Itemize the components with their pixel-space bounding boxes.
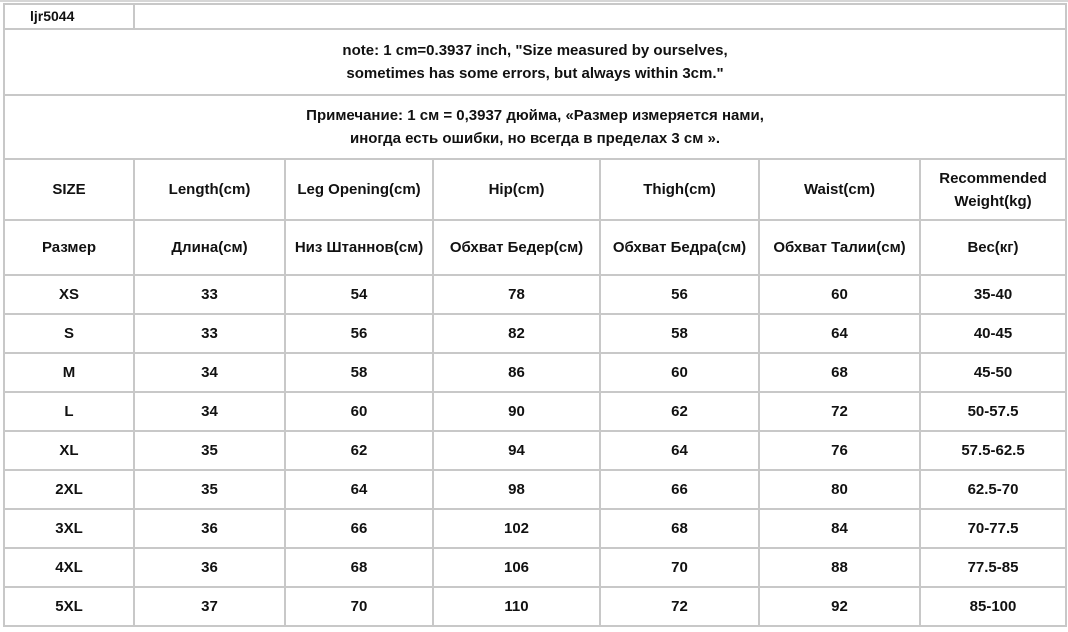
- cell-hip: 90: [433, 392, 600, 431]
- cell-weight: 77.5-85: [920, 548, 1066, 587]
- header-en-leg-opening: Leg Opening(cm): [285, 159, 433, 220]
- code-row-empty-cell: [134, 4, 1066, 29]
- note-ru-line-2: иногда есть ошибки, но всегда в пределах 3 см ».: [349, 130, 721, 147]
- header-en-size: SIZE: [4, 159, 134, 220]
- cell-leg-opening: 60: [285, 392, 433, 431]
- note-ru: [4, 95, 1066, 159]
- cell-size: 4XL: [4, 548, 134, 587]
- cell-leg-opening: 62: [285, 431, 433, 470]
- cell-weight: 62.5-70: [920, 470, 1066, 509]
- table-row: [4, 353, 1066, 392]
- table-row: [4, 470, 1066, 509]
- table-row: [4, 275, 1066, 314]
- cell-leg-opening: 58: [285, 353, 433, 392]
- cell-weight: 35-40: [920, 275, 1066, 314]
- table-row: [4, 431, 1066, 470]
- table-row: [4, 392, 1066, 431]
- cell-hip: 78: [433, 275, 600, 314]
- cell-length: 35: [134, 470, 285, 509]
- cell-size: 2XL: [4, 470, 134, 509]
- header-ru-leg-opening: Низ Штаннов(см): [285, 220, 433, 275]
- cell-hip: 102: [433, 509, 600, 548]
- cell-size: XS: [4, 275, 134, 314]
- cell-length: 34: [134, 353, 285, 392]
- cell-waist: 68: [759, 353, 920, 392]
- cell-leg-opening: 68: [285, 548, 433, 587]
- note-en-line-1: note: 1 cm=0.3937 inch, "Size measured by ourselves,: [342, 42, 728, 59]
- cell-hip: 106: [433, 548, 600, 587]
- cell-length: 35: [134, 431, 285, 470]
- cell-thigh: 58: [600, 314, 759, 353]
- cell-leg-opening: 64: [285, 470, 433, 509]
- cell-size: 5XL: [4, 587, 134, 626]
- cell-waist: 76: [759, 431, 920, 470]
- header-en-hip: Hip(cm): [433, 159, 600, 220]
- header-ru-thigh: Обхват Бедра(см): [600, 220, 759, 275]
- cell-size: L: [4, 392, 134, 431]
- note-ru-line-1: Примечание: 1 см = 0,3937 дюйма, «Размер измеряется нами,: [306, 107, 764, 124]
- cell-length: 33: [134, 275, 285, 314]
- cell-length: 36: [134, 548, 285, 587]
- cell-size: 3XL: [4, 509, 134, 548]
- cell-thigh: 60: [600, 353, 759, 392]
- header-ru-length: Длина(см): [134, 220, 285, 275]
- header-ru-hip: Обхват Бедер(см): [433, 220, 600, 275]
- cell-size: M: [4, 353, 134, 392]
- cell-length: 33: [134, 314, 285, 353]
- note-en: [4, 29, 1066, 95]
- cell-thigh: 62: [600, 392, 759, 431]
- cell-waist: 80: [759, 470, 920, 509]
- cell-waist: 72: [759, 392, 920, 431]
- cell-hip: 86: [433, 353, 600, 392]
- cell-weight: 70-77.5: [920, 509, 1066, 548]
- size-chart-table: [3, 3, 1067, 627]
- cell-length: 36: [134, 509, 285, 548]
- table-row: [4, 509, 1066, 548]
- product-code: ljr5044: [4, 4, 134, 29]
- note-ru-row: [4, 95, 1066, 159]
- cell-leg-opening: 54: [285, 275, 433, 314]
- cell-thigh: 56: [600, 275, 759, 314]
- cell-leg-opening: 66: [285, 509, 433, 548]
- cell-weight: 40-45: [920, 314, 1066, 353]
- cell-waist: 84: [759, 509, 920, 548]
- cell-thigh: 64: [600, 431, 759, 470]
- cell-hip: 110: [433, 587, 600, 626]
- cell-leg-opening: 56: [285, 314, 433, 353]
- header-ru-row: [4, 220, 1066, 275]
- cell-waist: 88: [759, 548, 920, 587]
- code-row: [4, 4, 1066, 29]
- header-en-row: [4, 159, 1066, 220]
- header-ru-waist: Обхват Талии(см): [759, 220, 920, 275]
- cell-hip: 82: [433, 314, 600, 353]
- cell-thigh: 68: [600, 509, 759, 548]
- note-en-line-2: sometimes has some errors, but always within 3cm.": [346, 65, 724, 82]
- header-en-length: Length(cm): [134, 159, 285, 220]
- top-border: [0, 0, 1068, 2]
- cell-length: 34: [134, 392, 285, 431]
- cell-weight: 85-100: [920, 587, 1066, 626]
- cell-weight: 57.5-62.5: [920, 431, 1066, 470]
- cell-thigh: 72: [600, 587, 759, 626]
- cell-hip: 98: [433, 470, 600, 509]
- header-en-weight: Recommended Weight(kg): [920, 159, 1066, 220]
- cell-weight: 45-50: [920, 353, 1066, 392]
- cell-waist: 64: [759, 314, 920, 353]
- note-en-row: [4, 29, 1066, 95]
- cell-leg-opening: 70: [285, 587, 433, 626]
- header-ru-weight: Вес(кг): [920, 220, 1066, 275]
- table-row: [4, 548, 1066, 587]
- header-ru-size: Размер: [4, 220, 134, 275]
- cell-weight: 50-57.5: [920, 392, 1066, 431]
- cell-size: S: [4, 314, 134, 353]
- header-en-waist: Waist(cm): [759, 159, 920, 220]
- cell-size: XL: [4, 431, 134, 470]
- cell-length: 37: [134, 587, 285, 626]
- table-row: [4, 314, 1066, 353]
- cell-thigh: 66: [600, 470, 759, 509]
- cell-hip: 94: [433, 431, 600, 470]
- header-en-thigh: Thigh(cm): [600, 159, 759, 220]
- table-row: [4, 587, 1066, 626]
- cell-thigh: 70: [600, 548, 759, 587]
- cell-waist: 92: [759, 587, 920, 626]
- cell-waist: 60: [759, 275, 920, 314]
